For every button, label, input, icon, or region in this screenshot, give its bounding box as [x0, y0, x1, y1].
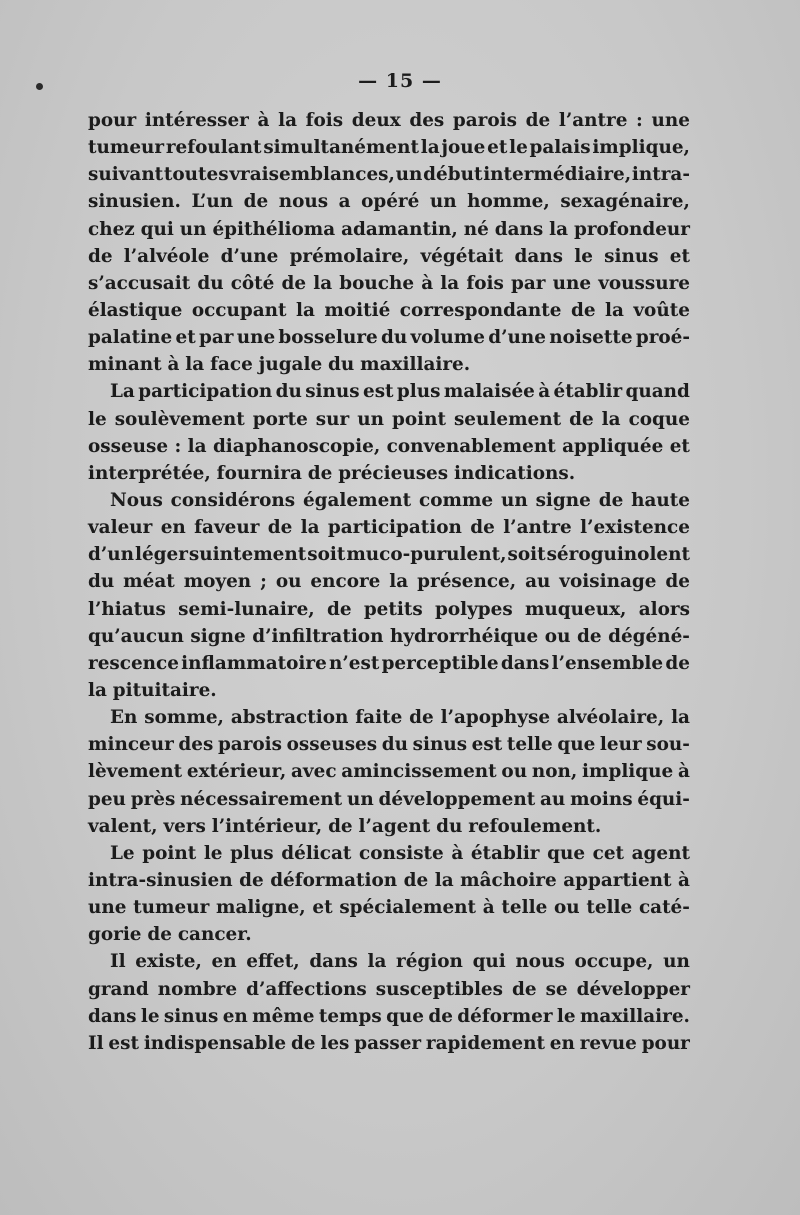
text-line: lèvement extérieur, avec amincissement ou non, implique à — [88, 761, 690, 783]
text-line: de l’alvéole d’une prémolaire, végétait dans le sinus et — [88, 245, 690, 267]
text-line: sinusien. L’un de nous a opéré un homme, sexagénaire, — [88, 191, 690, 213]
text-line: Nous considérons également comme un signe de haute — [110, 489, 690, 511]
text-line: Il est indispensable de les passer rapidement en revue pour — [88, 1032, 690, 1054]
text-line: pour intéresser à la fois deux des parois de l’antre : une — [88, 110, 690, 131]
text-line: l’hiatus semi-lunaire, de petits polypes muqueux, alors — [88, 598, 690, 620]
text-line: s’accusait du côté de la bouche à la fois par une voussure — [88, 272, 690, 294]
text-line: Le point le plus délicat consiste à établir que cet agent — [110, 842, 690, 864]
text-line: En somme, abstraction faite de l’apophyse alvéolaire, la — [110, 707, 690, 729]
text-line: valent, vers l’intérieur, de l’agent du refoulement. — [88, 815, 602, 837]
text-line: Il existe, en effet, dans la région qui nous occupe, un — [110, 951, 690, 973]
text-line: interprétée, fournira de précieuses indications. — [88, 462, 576, 484]
body-text — [88, 107, 690, 1057]
page-number: — 15 — — [358, 70, 442, 92]
text-line: d’un léger suintement soit muco-purulent, soit séroguinolent — [88, 544, 690, 566]
text-line: gorie de cancer. — [88, 924, 252, 946]
text-line: suivant toutes vraisemblances, un début intermédiaire, intra- — [88, 164, 690, 186]
text-line: minceur des parois osseuses du sinus est telle que leur sou- — [88, 734, 690, 756]
text-line: qu’aucun signe d’infiltration hydrorrhéique ou de dégéné- — [88, 625, 690, 647]
text-line: tumeur refoulant simultanément la joue et le palais implique, — [88, 137, 690, 159]
text-line: dans le sinus en même temps que de déformer le maxillaire. — [88, 1005, 690, 1027]
text-line: intra-sinusien de déformation de la mâchoire appartient à — [88, 869, 690, 891]
text-line: chez qui un épithélioma adamantin, né dans la profondeur — [88, 218, 690, 240]
text-line: minant à la face jugale du maxillaire. — [88, 354, 471, 376]
text-line: peu près nécessairement un développement au moins équi- — [88, 788, 690, 810]
text-line: rescence inflammatoire n’est perceptible dans l’ensemble de — [88, 652, 690, 674]
text-line: du méat moyen ; ou encore la présence, au voisinage de — [88, 571, 690, 593]
text-line: élastique occupant la moitié correspondante de la voûte — [88, 299, 690, 321]
text-line: osseuse : la diaphanoscopie, convenablement appliquée et — [88, 435, 690, 457]
text-line: une tumeur maligne, et spécialement à telle ou telle caté- — [88, 897, 690, 919]
text-line: le soulèvement porte sur un point seulement de la coque — [88, 408, 690, 430]
text-line: la pituitaire. — [88, 679, 217, 701]
text-line: La participation du sinus est plus malaisée à établir quand — [110, 381, 690, 403]
text-line: grand nombre d’affections susceptibles de se développer — [88, 978, 690, 1000]
text-line: palatine et par une bosselure du volume d’une noisette proé- — [88, 327, 690, 349]
text-line: valeur en faveur de la participation de l’antre l’existence — [88, 517, 690, 539]
